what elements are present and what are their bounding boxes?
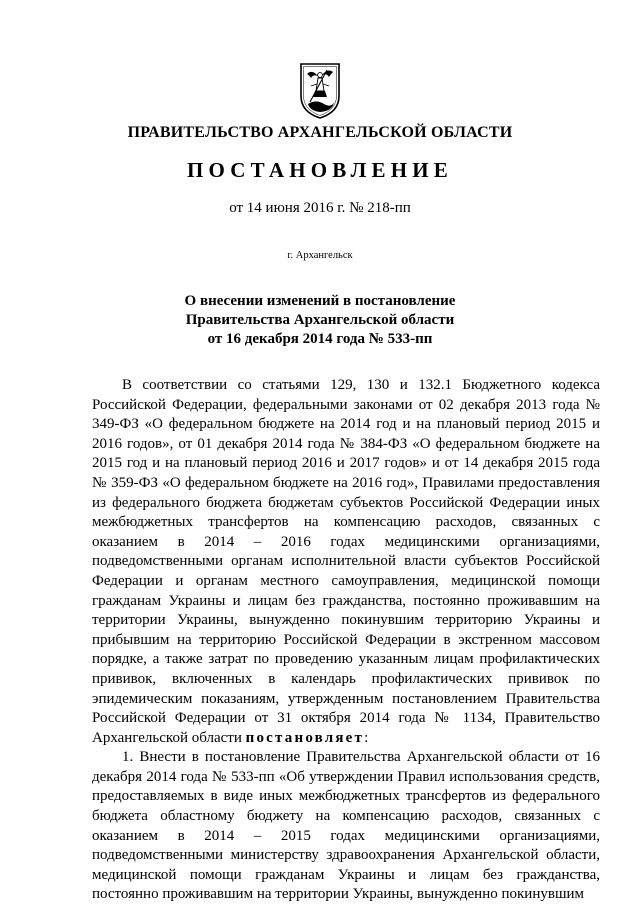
document-date-number: от 14 июня 2016 г. № 218-пп [229,200,411,216]
title-line: О внесении изменений в постановление [184,293,456,309]
title-line: Правительства Архангельской области [185,312,455,328]
resolution-keyword: постановляет [245,729,365,746]
title-line: от 16 декабря 2014 года № 533-пп [207,331,433,347]
archangel-coat-of-arms-icon [298,60,342,120]
clause-paragraph [92,748,600,905]
preamble-paragraph [92,376,600,748]
document-type: ПОСТАНОВЛЕНИЕ [186,158,454,182]
clause-text: 1. Внести в постановление Правительства Архангельской области от 16 декабря 2014 года № 533-пп «Об утверждении Правил использования средств, предоставляемых в виде иных межбюджетных трансфертов из федерального бюджета областному бюджету на компенсацию расходов, связанных с оказанием в 2014 – 2015 годах медицинскими организациями, подведомственными министерству здравоохранения Архангельской области, медицинской помощи гражданам Украины и лицам без гражданства, постоянно проживавшим на территории Украины, вынужденно покинувшим [92,749,600,903]
document-city: г. Архангельск [287,250,353,261]
preamble-text: В соответствии со статьями 129, 130 и 132.1 Бюджетного кодекса Российской Федерации, федеральными законами от 02 декабря 2013 года № 349-ФЗ «О федеральном бюджете на 2014 год и на плановый период 2015 и 2016 годов», от 01 декабря 2014 года № 384-ФЗ «О федеральном бюджете на 2015 год и на плановый период 2016 и 2017 годов» и от 14 декабря 2015 года № 359-ФЗ «О федеральном бюджете на 2016 год», Правилами предоставления из федерального бюджета бюджетам субъектов Российской Федерации иных межбюджетных трансфертов на компенсацию расходов, связанных с оказанием в 2014 – 2016 годах медицинскими организациями, подведомственными органам исполнительной власти субъектов Российской Федерации и органам местного самоуправления, медицинской помощи гражданам Украины и лицам без гражданства, постоянно проживавшим на территории Украины, вынужденно покинувшим территорию Украины и прибывшим на территорию Российской Федерации в экстренном массовом порядке, а также затрат по проведению указанным лицам профилактических прививок, включенных в календарь профилактических прививок по эпидемическим показаниям, утвержденным постановлением Правительства Российской Федерации от 31 октября 2014 года № 1134, Правительство Архангельской области [92,377,600,746]
document-body [92,376,600,905]
document-title [0,292,640,349]
preamble-end: : [364,729,369,746]
organization-name: ПРАВИТЕЛЬСТВО АРХАНГЕЛЬСКОЙ ОБЛАСТИ [127,124,513,141]
